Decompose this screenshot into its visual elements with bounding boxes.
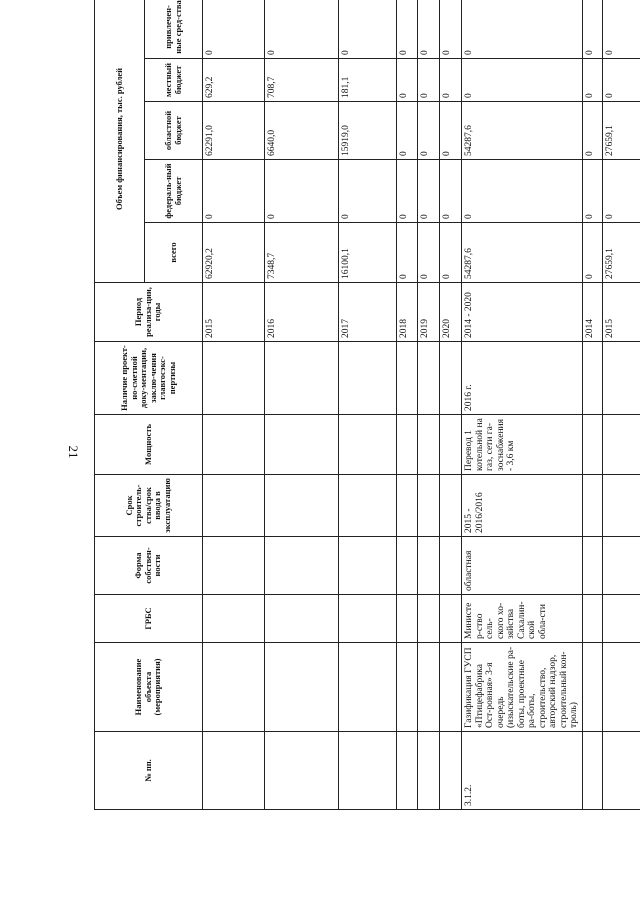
cell-grbs <box>265 595 339 643</box>
cell-regional: 54287,6 <box>462 102 583 160</box>
cell-total: 27659,1 <box>602 223 640 283</box>
cell-construction <box>582 475 602 537</box>
cell-period: 2014 <box>582 283 602 342</box>
cell-ownership <box>265 537 339 595</box>
cell-capacity: Перевод 1 котельной на газ, сети га-зоснабжения - 3,6 км <box>462 415 583 475</box>
cell-total: 62920,2 <box>203 223 265 283</box>
cell-docs <box>582 342 602 415</box>
cell-construction <box>602 475 640 537</box>
cell-name <box>440 643 462 732</box>
cell-total: 54287,6 <box>462 223 583 283</box>
cell-docs <box>418 342 440 415</box>
cell-ownership <box>440 537 462 595</box>
cell-total: 0 <box>440 223 462 283</box>
cell-no <box>397 732 418 810</box>
table-row <box>339 0 397 810</box>
cell-total: 16100,1 <box>339 223 397 283</box>
cell-no <box>440 732 462 810</box>
cell-capacity <box>265 415 339 475</box>
cell-capacity <box>418 415 440 475</box>
cell-ownership <box>339 537 397 595</box>
cell-local: 0 <box>418 59 440 102</box>
cell-federal: 0 <box>418 160 440 223</box>
cell-construction <box>440 475 462 537</box>
header-period: Период реализа-ции, годы <box>95 283 203 342</box>
table-row <box>602 0 640 810</box>
cell-total: 0 <box>582 223 602 283</box>
cell-attracted: 0 <box>418 0 440 59</box>
header-funding: Объем финансирования, тыс. рублей <box>95 0 145 283</box>
cell-docs <box>339 342 397 415</box>
cell-period: 2018 <box>397 283 418 342</box>
cell-federal: 0 <box>462 160 583 223</box>
cell-attracted: 0 <box>339 0 397 59</box>
cell-construction <box>265 475 339 537</box>
table-row <box>265 0 339 810</box>
cell-local: 0 <box>440 59 462 102</box>
cell-docs <box>397 342 418 415</box>
cell-capacity <box>602 415 640 475</box>
cell-attracted: 0 <box>397 0 418 59</box>
table-row <box>203 0 265 810</box>
cell-no <box>418 732 440 810</box>
cell-capacity <box>203 415 265 475</box>
cell-regional: 62291,0 <box>203 102 265 160</box>
cell-regional: 27659,1 <box>602 102 640 160</box>
cell-ownership <box>418 537 440 595</box>
header-attracted: привлечен-ные сред-ства <box>145 0 203 59</box>
cell-ownership <box>582 537 602 595</box>
cell-name <box>602 643 640 732</box>
cell-no: 3.1.2. <box>462 732 583 810</box>
cell-regional: 15919,0 <box>339 102 397 160</box>
cell-name <box>265 643 339 732</box>
header-total: всего <box>145 223 203 283</box>
cell-period: 2015 <box>602 283 640 342</box>
cell-name <box>418 643 440 732</box>
cell-name <box>203 643 265 732</box>
cell-period: 2016 <box>265 283 339 342</box>
cell-ownership <box>602 537 640 595</box>
cell-grbs <box>602 595 640 643</box>
table-row <box>462 0 583 810</box>
cell-local: 181,1 <box>339 59 397 102</box>
header-ownership: Форма собствен-ности <box>95 537 203 595</box>
cell-construction <box>203 475 265 537</box>
cell-no <box>602 732 640 810</box>
cell-federal: 0 <box>339 160 397 223</box>
cell-attracted: 0 <box>462 0 583 59</box>
cell-local: 0 <box>462 59 583 102</box>
header-no: № пп. <box>95 732 203 810</box>
cell-attracted: 0 <box>440 0 462 59</box>
table-row <box>397 0 418 810</box>
cell-period: 2014 - 2020 <box>462 283 583 342</box>
cell-total: 0 <box>418 223 440 283</box>
cell-ownership: областная <box>462 537 583 595</box>
page-number: 21 <box>66 445 81 459</box>
cell-docs <box>602 342 640 415</box>
cell-regional: 0 <box>418 102 440 160</box>
cell-grbs <box>397 595 418 643</box>
funding-table <box>94 0 640 810</box>
cell-attracted: 0 <box>203 0 265 59</box>
cell-federal: 0 <box>602 160 640 223</box>
cell-federal: 0 <box>397 160 418 223</box>
header-construction: Срок строитель-ства/срок ввода в эксплуатацию <box>95 475 203 537</box>
cell-docs <box>265 342 339 415</box>
header-local: местный бюджет <box>145 59 203 102</box>
cell-no <box>339 732 397 810</box>
cell-name <box>339 643 397 732</box>
cell-docs <box>440 342 462 415</box>
cell-regional: 0 <box>397 102 418 160</box>
cell-total: 0 <box>397 223 418 283</box>
cell-attracted: 0 <box>582 0 602 59</box>
cell-attracted: 0 <box>602 0 640 59</box>
cell-name <box>582 643 602 732</box>
cell-regional: 6640,0 <box>265 102 339 160</box>
cell-capacity <box>440 415 462 475</box>
table-row <box>582 0 602 810</box>
cell-local: 629,2 <box>203 59 265 102</box>
cell-federal: 0 <box>440 160 462 223</box>
header-capacity: Мощность <box>95 415 203 475</box>
cell-docs <box>203 342 265 415</box>
cell-capacity <box>397 415 418 475</box>
cell-period: 2017 <box>339 283 397 342</box>
cell-regional: 0 <box>582 102 602 160</box>
cell-period: 2019 <box>418 283 440 342</box>
header-name: Наименование объекта (мероприятия) <box>95 643 203 732</box>
cell-grbs <box>203 595 265 643</box>
cell-capacity <box>582 415 602 475</box>
cell-federal: 0 <box>582 160 602 223</box>
cell-grbs <box>440 595 462 643</box>
cell-federal: 0 <box>203 160 265 223</box>
cell-attracted: 0 <box>265 0 339 59</box>
cell-local: 0 <box>397 59 418 102</box>
cell-construction <box>397 475 418 537</box>
cell-federal: 0 <box>265 160 339 223</box>
cell-local: 708,7 <box>265 59 339 102</box>
cell-grbs <box>339 595 397 643</box>
cell-no <box>265 732 339 810</box>
table-row <box>418 0 440 810</box>
cell-local: 0 <box>602 59 640 102</box>
table-row <box>440 0 462 810</box>
cell-ownership <box>203 537 265 595</box>
cell-name: Газификация ГУСП «Птицефабрика Ост-ровная» 3-я очередь (изыскательские ра-боты, проектные ра-боты, строительство, авторский надзор, строительный кон-троль) <box>462 643 583 732</box>
cell-docs: 2016 г. <box>462 342 583 415</box>
cell-name <box>397 643 418 732</box>
cell-grbs <box>582 595 602 643</box>
cell-no <box>582 732 602 810</box>
cell-local: 0 <box>582 59 602 102</box>
cell-construction <box>339 475 397 537</box>
cell-regional: 0 <box>440 102 462 160</box>
header-grbs: ГРБС <box>95 595 203 643</box>
header-row-1 <box>95 0 145 810</box>
cell-total: 7348,7 <box>265 223 339 283</box>
cell-no <box>203 732 265 810</box>
cell-capacity <box>339 415 397 475</box>
cell-construction <box>418 475 440 537</box>
header-federal: федераль-ный бюджет <box>145 160 203 223</box>
cell-grbs <box>418 595 440 643</box>
cell-period: 2020 <box>440 283 462 342</box>
header-regional: областной бюджет <box>145 102 203 160</box>
cell-grbs: Министер-ство сель-ского хо-зяйства Сахалин-ской обла-сти <box>462 595 583 643</box>
cell-construction: 2015 - 2016/2016 <box>462 475 583 537</box>
cell-ownership <box>397 537 418 595</box>
cell-period: 2015 <box>203 283 265 342</box>
header-docs: Наличие проект-но-сметной доку-ментации, заклю-чения главгосэкс-пертизы <box>95 342 203 415</box>
rotated-table-container <box>94 0 615 810</box>
